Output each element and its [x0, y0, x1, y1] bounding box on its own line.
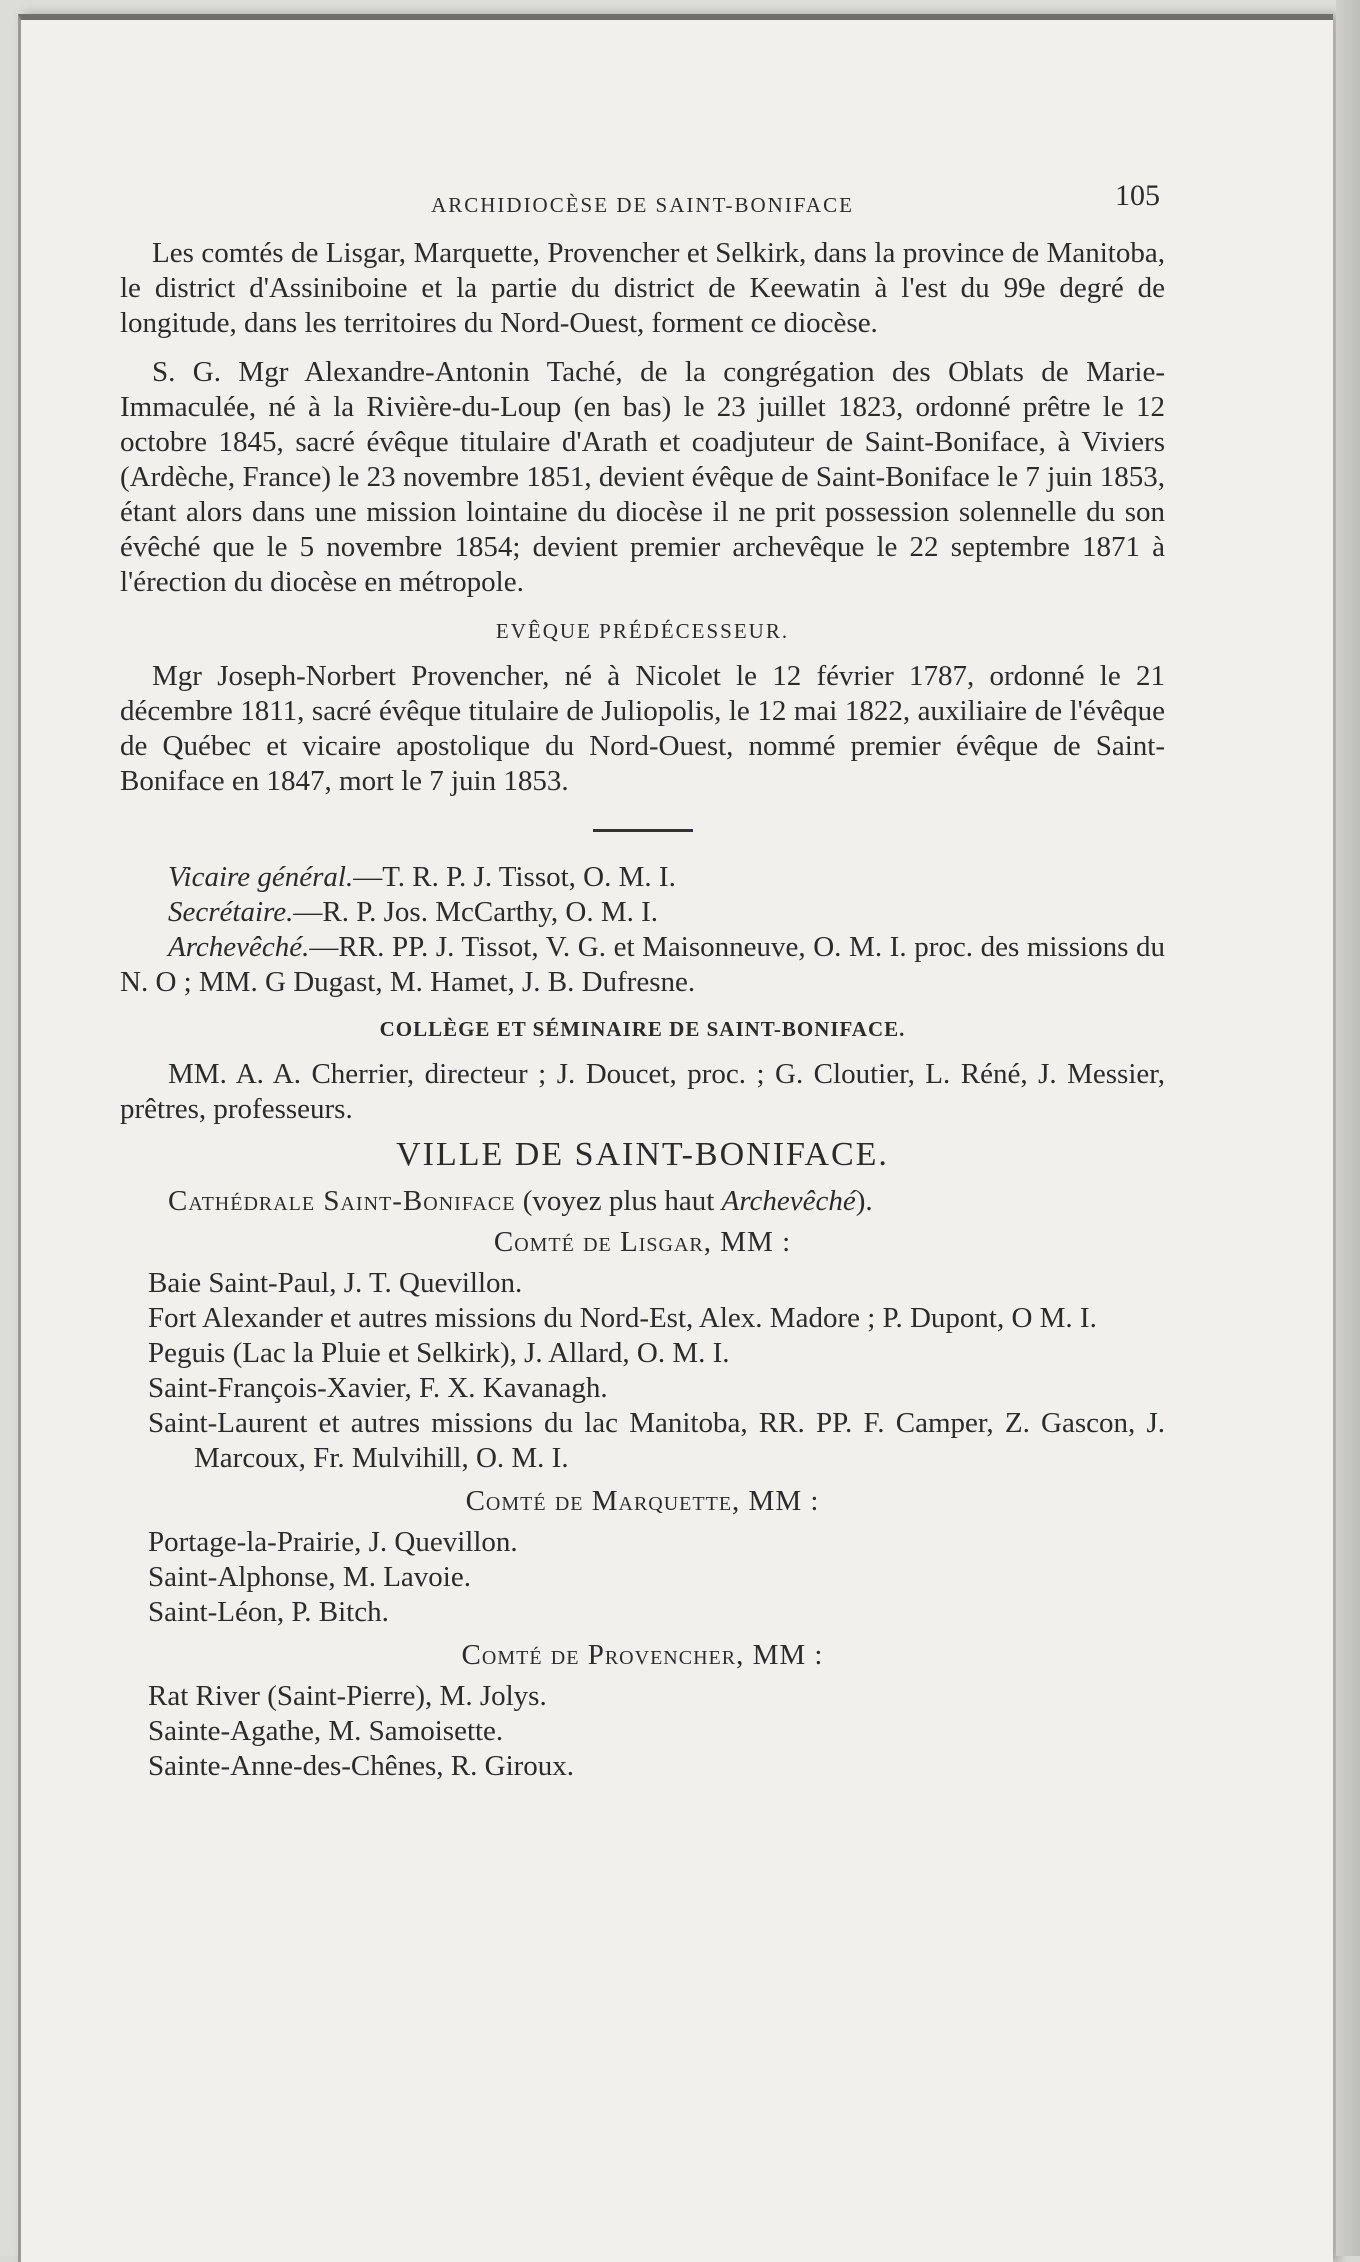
officer-role: Secrétaire.: [168, 896, 294, 928]
parish-entry: Sainte-Anne-des-Chênes, R. Giroux.: [148, 1750, 575, 1782]
parish-list-marquette: [120, 1525, 1165, 1630]
officer-text: —RR. PP. J. Tissot, V. G. et Maisonneuve, O. M. I. proc. des missions du N. O ; MM. G Dugast, M. Hamet, J. B. Dufresne.: [120, 931, 1165, 998]
parish-entry: Peguis (Lac la Pluie et Selkirk), J. Allard, O. M. I.: [148, 1337, 730, 1369]
officer-role: Archevêché.: [168, 931, 310, 963]
predecessor-paragraph: Mgr Joseph-Norbert Provencher, né à Nicolet le 12 février 1787, ordonné le 21 décembre 1811, sacré évêque titulaire de Juliopolis, le 12 mai 1822, auxiliaire de l'évêque de Québec et vicaire apostolique du Nord-Ouest, nommé premier évêque de Saint-Boniface en 1847, mort le 7 juin 1853.: [120, 660, 1165, 797]
parish-entry: Saint-Laurent et autres missions du lac Manitoba, RR. PP. F. Camper, Z. Gascon, J. Marcoux, Fr. Mulvihill, O. M. I.: [148, 1407, 1165, 1474]
intro-paragraph: Les comtés de Lisgar, Marquette, Provencher et Selkirk, dans la province de Manitoba, le district d'Assiniboine et la partie du district de Keewatin à l'est du 99e degré de longitude, dans les territoires du Nord-Ouest, forment ce diocèse.: [120, 237, 1165, 339]
parish-entry: Saint-Alphonse, M. Lavoie.: [148, 1561, 471, 1593]
predecessor-heading: EVÊQUE PRÉDÉCESSEUR.: [495, 619, 790, 643]
page-content: [120, 170, 1165, 1792]
bishop-paragraph: S. G. Mgr Alexandre-Antonin Taché, de la congrégation des Oblats de Marie-Immaculée, né à la Rivière-du-Loup (en bas) le 23 juillet 1823, ordonné prêtre le 12 octobre 1845, sacré évêque titulaire d'Arath et coadjuteur de Saint-Boniface, à Viviers (Ardèche, France) le 23 novembre 1851, devient évêque de Saint-Boniface le 7 juin 1853, étant alors dans une mission lointaine du diocèse il ne prit possession solennelle du son évêché que le 5 novembre 1854; devient premier archevêque le 22 septembre 1871 à l'érection du diocèse en métropole.: [120, 356, 1165, 598]
cathedral-ref-open: (voyez plus haut: [522, 1185, 722, 1217]
parish-entry: Rat River (Saint-Pierre), M. Jolys.: [148, 1680, 547, 1712]
running-head: ARCHIDIOCÈSE DE SAINT-BONIFACE: [431, 193, 854, 217]
parish-entry: Baie Saint-Paul, J. T. Quevillon.: [148, 1267, 523, 1299]
county-heading-provencher: Comté de Provencher, MM :: [461, 1639, 824, 1671]
cathedral-ref-word: Archevêché: [721, 1185, 856, 1217]
parish-entry: Portage-la-Prairie, J. Quevillon.: [148, 1526, 518, 1558]
city-heading: VILLE DE SAINT-BONIFACE.: [396, 1136, 889, 1173]
officer-role: Vicaire général.: [168, 861, 354, 893]
officer-text: —T. R. P. J. Tissot, O. M. I.: [353, 861, 676, 893]
officer-entry: [120, 930, 1165, 1000]
parish-entry: Saint-Léon, P. Bitch.: [148, 1596, 389, 1628]
county-heading-marquette: Comté de Marquette, MM :: [465, 1485, 820, 1517]
cathedral-label: Cathédrale Saint-Boniface: [168, 1185, 516, 1217]
county-heading-lisgar: Comté de Lisgar, MM :: [493, 1226, 792, 1258]
cathedral-line: [120, 1184, 1165, 1219]
officer-text: —R. P. Jos. McCarthy, O. M. I.: [293, 896, 659, 928]
officer-entry: [120, 895, 1165, 930]
parish-list-provencher: [120, 1679, 1165, 1784]
parish-list-lisgar: [120, 1266, 1165, 1476]
page-edge: [1336, 0, 1360, 2256]
parish-entry: Sainte-Agathe, M. Samoisette.: [148, 1715, 504, 1747]
college-paragraph: MM. A. A. Cherrier, directeur ; J. Doucet, proc. ; G. Cloutier, L. Réné, J. Messier, prêtres, professeurs.: [120, 1058, 1165, 1125]
section-divider: [593, 829, 693, 832]
college-heading: COLLÈGE ET SÉMINAIRE DE SAINT-BONIFACE.: [379, 1017, 906, 1041]
page-header: [120, 170, 1165, 216]
page-number: 105: [1115, 179, 1160, 212]
officer-entry: [120, 860, 1165, 895]
parish-entry: Saint-François-Xavier, F. X. Kavanagh.: [148, 1372, 608, 1404]
parish-entry: Fort Alexander et autres missions du Nord-Est, Alex. Madore ; P. Dupont, O M. I.: [148, 1302, 1097, 1334]
officers-list: [120, 860, 1165, 1000]
cathedral-ref-close: ).: [855, 1185, 873, 1217]
